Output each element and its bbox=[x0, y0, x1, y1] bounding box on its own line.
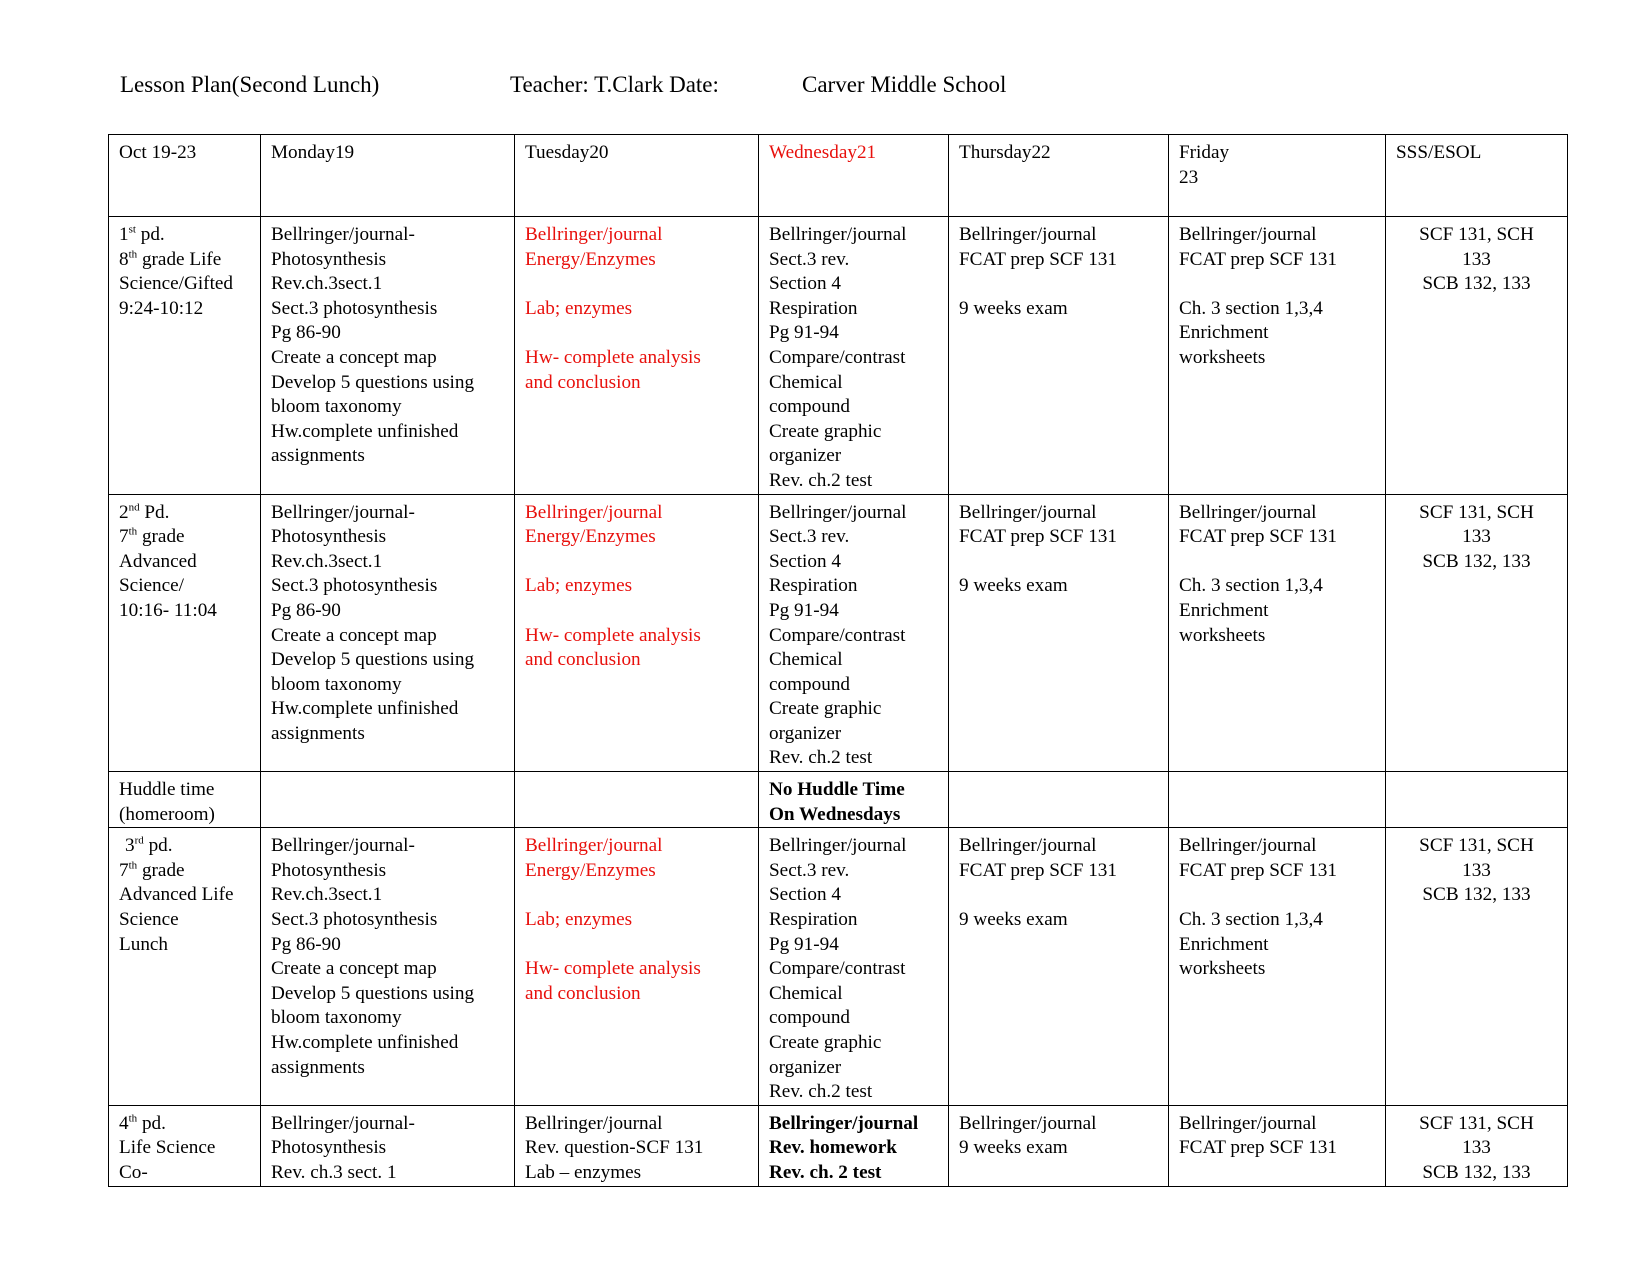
cell-text: Pg 91-94 bbox=[769, 322, 839, 344]
cell-text: Chemical bbox=[769, 371, 843, 393]
week-range: Oct 19-23 bbox=[119, 142, 197, 163]
thursday-cell bbox=[949, 494, 1169, 772]
cell-text: Bellringer/journal bbox=[1179, 1112, 1317, 1134]
cell-text: Bellringer/journal bbox=[769, 224, 907, 245]
monday-cell bbox=[261, 828, 515, 1106]
cell-text: Lab; enzymes bbox=[525, 575, 633, 597]
cell-text: Bellringer/journal bbox=[959, 224, 1097, 245]
cell-text: FCAT prep SCF 131 bbox=[1179, 526, 1337, 548]
cell-text: st bbox=[128, 223, 136, 236]
cell-text: Lab – enzymes bbox=[525, 1161, 642, 1183]
cell-text: Energy/Enzymes bbox=[525, 526, 656, 548]
cell-text: Bellringer/journal- bbox=[271, 501, 415, 523]
cell-text: worksheets bbox=[1179, 958, 1266, 980]
cell-text: Photosynthesis bbox=[271, 526, 387, 548]
spacer bbox=[959, 272, 1158, 297]
friday-date: 23 bbox=[1179, 166, 1199, 188]
cell-text: Rev. ch. 2 test bbox=[769, 1161, 882, 1183]
wednesday-cell bbox=[759, 217, 949, 495]
cell-text: FCAT prep SCF 131 bbox=[959, 859, 1117, 881]
tuesday-cell bbox=[515, 494, 759, 772]
cell-text: Bellringer/journal bbox=[525, 224, 663, 245]
cell-text: Rev. ch.2 test bbox=[769, 469, 873, 491]
class-time: 9:24-10:12 bbox=[119, 297, 204, 319]
friday-cell bbox=[1169, 772, 1386, 828]
cell-text: Ch. 3 section 1,3,4 bbox=[1179, 575, 1323, 597]
period-line bbox=[119, 834, 250, 859]
cell-text: pd. bbox=[135, 224, 165, 245]
cell-text: assignments bbox=[271, 722, 365, 744]
table-row-period-1 bbox=[109, 217, 1568, 495]
spacer bbox=[525, 883, 748, 908]
esol-cell bbox=[1386, 217, 1568, 495]
cell-text: Rev. ch.3 sect. 1 bbox=[271, 1161, 397, 1183]
monday-cell bbox=[261, 217, 515, 495]
teacher-date-label: Teacher: T.Clark Date: bbox=[510, 72, 719, 97]
thursday-cell bbox=[949, 217, 1169, 495]
period-line bbox=[119, 501, 250, 526]
cell-text: Pg 86-90 bbox=[271, 599, 341, 621]
table-row-period-2 bbox=[109, 494, 1568, 772]
cell-text: Chemical bbox=[769, 982, 843, 1004]
cell-text: (homeroom) bbox=[119, 803, 215, 825]
cell-text: nd bbox=[128, 501, 140, 514]
cell-text: Section 4 bbox=[769, 550, 841, 572]
cell-text: rd bbox=[134, 834, 144, 847]
cell-text: Ch. 3 section 1,3,4 bbox=[1179, 909, 1323, 931]
esol-label: SSS/ESOL bbox=[1396, 142, 1482, 163]
cell-text: Hw- complete analysis bbox=[525, 958, 701, 980]
cell-text: Bellringer/journal- bbox=[271, 1112, 415, 1134]
wednesday-cell bbox=[759, 828, 949, 1106]
cell-text: Hw.complete unfinished bbox=[271, 420, 459, 442]
class-name: Advanced Life bbox=[119, 884, 234, 906]
cell-text: Pd. bbox=[139, 501, 170, 523]
grade-line bbox=[119, 248, 250, 273]
spacer bbox=[959, 883, 1158, 908]
cell-text: pd. bbox=[137, 1112, 166, 1134]
class-name-2: Co- bbox=[119, 1161, 148, 1183]
cell-text: Create graphic bbox=[769, 420, 882, 442]
cell-text: Compare/contrast bbox=[769, 346, 906, 368]
cell-text: 7 bbox=[119, 859, 129, 881]
cell-text: SCF 131, SCH bbox=[1419, 1112, 1534, 1134]
cell-text: Hw- complete analysis bbox=[525, 346, 701, 368]
cell-text: FCAT prep SCF 131 bbox=[959, 248, 1117, 270]
spacer bbox=[1179, 272, 1375, 297]
cell-text: and conclusion bbox=[525, 371, 641, 393]
cell-text: Lab; enzymes bbox=[525, 297, 633, 319]
tuesday-label: Tuesday20 bbox=[525, 142, 609, 163]
column-header-friday bbox=[1169, 135, 1386, 217]
cell-text: Rev.ch.3sect.1 bbox=[271, 550, 383, 572]
cell-text: th bbox=[128, 859, 138, 872]
cell-text: Energy/Enzymes bbox=[525, 859, 656, 881]
cell-text: 9 weeks exam bbox=[959, 1137, 1068, 1159]
cell-text: pd. bbox=[143, 835, 173, 857]
cell-text: th bbox=[128, 525, 138, 538]
cell-text: 2 bbox=[119, 501, 129, 523]
cell-text: Hw.complete unfinished bbox=[271, 698, 459, 720]
cell-text: Sect.3 photosynthesis bbox=[271, 909, 438, 931]
cell-text: th bbox=[128, 248, 138, 261]
cell-text: compound bbox=[769, 396, 851, 418]
cell-text: 133 bbox=[1462, 1137, 1491, 1159]
friday-cell bbox=[1169, 828, 1386, 1106]
cell-text: organizer bbox=[769, 722, 842, 744]
spacer bbox=[525, 933, 748, 958]
cell-text: Bellringer/journal bbox=[959, 1112, 1097, 1134]
cell-text: FCAT prep SCF 131 bbox=[1179, 859, 1337, 881]
cell-text: Create a concept map bbox=[271, 624, 437, 646]
tuesday-cell bbox=[515, 772, 759, 828]
cell-text: Sect.3 rev. bbox=[769, 526, 850, 548]
tuesday-cell bbox=[515, 217, 759, 495]
class-name-2: Science bbox=[119, 909, 179, 931]
period-label-cell bbox=[109, 1105, 261, 1186]
cell-text: Bellringer/journal bbox=[525, 835, 663, 857]
week-range-cell bbox=[109, 135, 261, 217]
column-header-esol bbox=[1386, 135, 1568, 217]
cell-text: Compare/contrast bbox=[769, 624, 906, 646]
friday-cell bbox=[1169, 217, 1386, 495]
cell-text: Huddle time bbox=[119, 779, 215, 801]
lesson-plan-title: Lesson Plan(Second Lunch) bbox=[120, 72, 380, 97]
cell-text: Pg 91-94 bbox=[769, 933, 839, 955]
esol-cell bbox=[1386, 772, 1568, 828]
cell-text: Photosynthesis bbox=[271, 1137, 387, 1159]
cell-text: On Wednesdays bbox=[769, 803, 901, 825]
wednesday-cell bbox=[759, 1105, 949, 1186]
cell-text: Hw.complete unfinished bbox=[271, 1032, 459, 1053]
wednesday-cell bbox=[759, 772, 949, 828]
cell-text: Bellringer/journal- bbox=[271, 835, 415, 857]
thursday-cell bbox=[949, 828, 1169, 1106]
cell-text: Rev. homework bbox=[769, 1137, 897, 1159]
table-header-row bbox=[109, 135, 1568, 217]
cell-text: grade bbox=[137, 526, 185, 548]
class-name: Life Science bbox=[119, 1137, 216, 1159]
monday-cell bbox=[261, 772, 515, 828]
cell-text: Create graphic bbox=[769, 698, 882, 720]
cell-text: Chemical bbox=[769, 649, 843, 671]
cell-text: compound bbox=[769, 1007, 851, 1029]
table-row-period-4 bbox=[109, 1105, 1568, 1186]
cell-text: Bellringer/journal bbox=[525, 501, 663, 523]
cell-text: Bellringer/journal bbox=[1179, 224, 1317, 245]
cell-text: 1 bbox=[119, 224, 129, 245]
cell-text: Pg 86-90 bbox=[271, 322, 341, 344]
lesson-plan-table bbox=[108, 134, 1568, 1187]
spacer bbox=[525, 272, 748, 297]
huddle-label-cell bbox=[109, 772, 261, 828]
spacer bbox=[525, 599, 748, 624]
cell-text: Create graphic bbox=[769, 1032, 882, 1053]
period-label-cell bbox=[109, 217, 261, 495]
cell-text: organizer bbox=[769, 445, 842, 467]
cell-text: Rev. ch.2 test bbox=[769, 1081, 873, 1103]
friday-label: Friday bbox=[1179, 142, 1230, 163]
grade-line bbox=[119, 525, 250, 550]
monday-cell bbox=[261, 494, 515, 772]
spacer bbox=[525, 550, 748, 575]
cell-text: Photosynthesis bbox=[271, 859, 387, 881]
friday-cell bbox=[1169, 494, 1386, 772]
cell-text: SCF 131, SCH bbox=[1419, 224, 1534, 245]
cell-text: Pg 91-94 bbox=[769, 599, 839, 621]
cell-text: Enrichment bbox=[1179, 599, 1269, 621]
cell-text: SCB 132, 133 bbox=[1422, 550, 1531, 572]
cell-text: Develop 5 questions using bbox=[271, 649, 475, 671]
cell-text: 133 bbox=[1462, 859, 1491, 881]
cell-text: Respiration bbox=[769, 909, 858, 931]
cell-text: Bellringer/journal bbox=[769, 501, 907, 523]
column-header-monday bbox=[261, 135, 515, 217]
cell-text: Bellringer/journal bbox=[769, 1112, 919, 1134]
period-label-cell bbox=[109, 494, 261, 772]
spacer bbox=[1179, 550, 1375, 575]
cell-text: Bellringer/journal- bbox=[271, 224, 415, 245]
thursday-cell bbox=[949, 1105, 1169, 1186]
column-header-wednesday bbox=[759, 135, 949, 217]
cell-text: Bellringer/journal bbox=[1179, 835, 1317, 857]
cell-text: No Huddle Time bbox=[769, 779, 905, 801]
column-header-tuesday bbox=[515, 135, 759, 217]
cell-text: Lab; enzymes bbox=[525, 909, 633, 931]
esol-cell bbox=[1386, 828, 1568, 1106]
monday-cell bbox=[261, 1105, 515, 1186]
column-header-thursday bbox=[949, 135, 1169, 217]
cell-text: Ch. 3 section 1,3,4 bbox=[1179, 297, 1323, 319]
cell-text: bloom taxonomy bbox=[271, 396, 402, 418]
cell-text: 9 weeks exam bbox=[959, 297, 1068, 319]
spacer bbox=[525, 321, 748, 346]
period-label-cell bbox=[109, 828, 261, 1106]
class-name: Science/Gifted bbox=[119, 273, 234, 295]
cell-text: 8 bbox=[119, 248, 129, 270]
cell-text: Sect.3 rev. bbox=[769, 248, 850, 270]
cell-text: Respiration bbox=[769, 575, 858, 597]
period-line bbox=[119, 1112, 250, 1137]
cell-text: grade bbox=[137, 859, 185, 881]
cell-text: Bellringer/journal bbox=[959, 835, 1097, 857]
cell-text: Bellringer/journal bbox=[525, 1112, 663, 1134]
cell-text: organizer bbox=[769, 1056, 842, 1078]
table-row-period-3 bbox=[109, 828, 1568, 1106]
cell-text: Pg 86-90 bbox=[271, 933, 341, 955]
table-row-huddle bbox=[109, 772, 1568, 828]
cell-text: compound bbox=[769, 673, 851, 695]
monday-label: Monday19 bbox=[271, 142, 355, 163]
cell-text: Bellringer/journal bbox=[959, 501, 1097, 523]
cell-text: th bbox=[128, 1112, 138, 1125]
cell-text: Enrichment bbox=[1179, 322, 1269, 344]
cell-text: SCB 132, 133 bbox=[1422, 273, 1531, 295]
cell-text: Section 4 bbox=[769, 884, 841, 906]
cell-text: SCB 132, 133 bbox=[1422, 1161, 1531, 1183]
cell-text: 9 weeks exam bbox=[959, 909, 1068, 931]
spacer bbox=[1179, 883, 1375, 908]
cell-text: 7 bbox=[119, 526, 129, 548]
thursday-cell bbox=[949, 772, 1169, 828]
esol-cell bbox=[1386, 1105, 1568, 1186]
cell-text: Rev.ch.3sect.1 bbox=[271, 273, 383, 295]
cell-text: assignments bbox=[271, 445, 365, 467]
cell-text: Bellringer/journal bbox=[769, 835, 907, 857]
cell-text: Enrichment bbox=[1179, 933, 1269, 955]
cell-text: 4 bbox=[119, 1112, 129, 1134]
thursday-label: Thursday22 bbox=[959, 142, 1051, 163]
cell-text: Compare/contrast bbox=[769, 958, 906, 980]
cell-text: worksheets bbox=[1179, 624, 1266, 646]
esol-cell bbox=[1386, 494, 1568, 772]
cell-text: FCAT prep SCF 131 bbox=[959, 526, 1117, 548]
cell-text: and conclusion bbox=[525, 982, 641, 1004]
grade-line bbox=[119, 859, 250, 884]
cell-text: Rev. ch.2 test bbox=[769, 747, 873, 769]
tuesday-cell bbox=[515, 1105, 759, 1186]
cell-text: Rev.ch.3sect.1 bbox=[271, 884, 383, 906]
cell-text: bloom taxonomy bbox=[271, 673, 402, 695]
cell-text: FCAT prep SCF 131 bbox=[1179, 1137, 1337, 1159]
cell-text: Develop 5 questions using bbox=[271, 371, 475, 393]
cell-text: Bellringer/journal bbox=[1179, 501, 1317, 523]
class-name: Advanced bbox=[119, 550, 197, 572]
wednesday-label: Wednesday21 bbox=[769, 142, 877, 163]
friday-cell bbox=[1169, 1105, 1386, 1186]
class-name-2: Science/ bbox=[119, 575, 184, 597]
class-time: 10:16- 11:04 bbox=[119, 599, 217, 621]
school-name: Carver Middle School bbox=[802, 72, 1007, 97]
cell-text: Rev. question-SCF 131 bbox=[525, 1137, 704, 1159]
cell-text: Respiration bbox=[769, 297, 858, 319]
cell-text: 133 bbox=[1462, 526, 1491, 548]
cell-text: worksheets bbox=[1179, 346, 1266, 368]
cell-text: 133 bbox=[1462, 248, 1491, 270]
cell-text: Photosynthesis bbox=[271, 248, 387, 270]
cell-text: grade Life bbox=[137, 248, 222, 270]
cell-text: Energy/Enzymes bbox=[525, 248, 656, 270]
tuesday-cell bbox=[515, 828, 759, 1106]
cell-text: Create a concept map bbox=[271, 346, 437, 368]
wednesday-cell bbox=[759, 494, 949, 772]
cell-text: Sect.3 photosynthesis bbox=[271, 297, 438, 319]
cell-text: and conclusion bbox=[525, 649, 641, 671]
cell-text: Sect.3 photosynthesis bbox=[271, 575, 438, 597]
cell-text: SCB 132, 133 bbox=[1422, 884, 1531, 906]
cell-text: assignments bbox=[271, 1056, 365, 1078]
cell-text: bloom taxonomy bbox=[271, 1007, 402, 1029]
period-line bbox=[119, 223, 250, 248]
cell-text: 3 bbox=[125, 835, 135, 857]
cell-text: SCF 131, SCH bbox=[1419, 835, 1534, 857]
cell-text: Hw- complete analysis bbox=[525, 624, 701, 646]
cell-text: Section 4 bbox=[769, 273, 841, 295]
class-note: Lunch bbox=[119, 933, 169, 955]
cell-text: Create a concept map bbox=[271, 958, 437, 980]
cell-text: FCAT prep SCF 131 bbox=[1179, 248, 1337, 270]
cell-text: Sect.3 rev. bbox=[769, 859, 850, 881]
spacer bbox=[959, 550, 1158, 575]
cell-text: Develop 5 questions using bbox=[271, 982, 475, 1004]
cell-text: SCF 131, SCH bbox=[1419, 501, 1534, 523]
cell-text: 9 weeks exam bbox=[959, 575, 1068, 597]
